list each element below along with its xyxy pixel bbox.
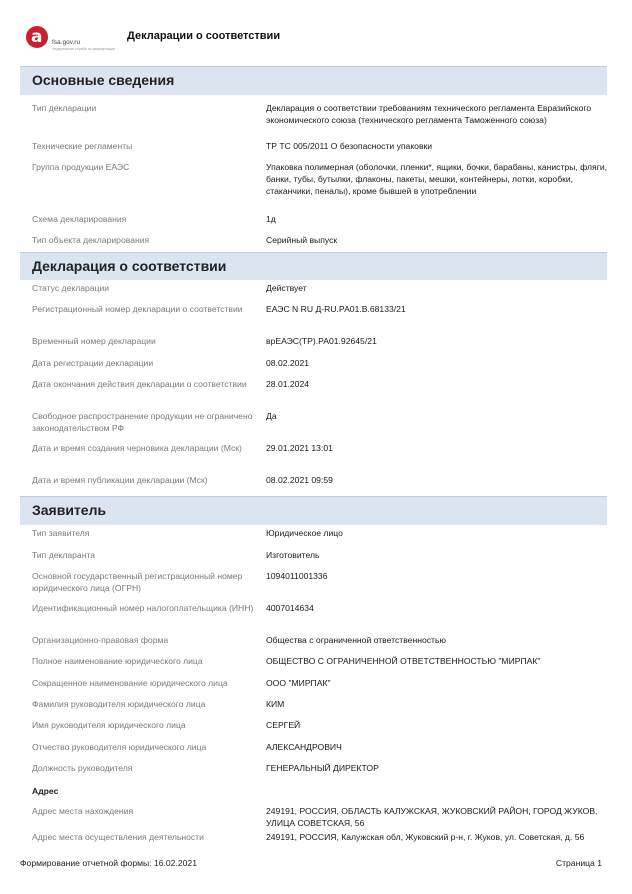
logo-domain: fsa.gov.ru	[52, 39, 81, 46]
field-value: 4007014634	[266, 603, 314, 613]
field-value: 1д	[266, 214, 276, 224]
section-header-declaration	[20, 252, 607, 280]
field-label: Тип заявителя	[32, 528, 90, 538]
field-label: Временный номер декларации	[32, 336, 156, 346]
field-label: Идентификационный номер налогоплательщика (ИНН)	[32, 603, 254, 613]
field-value: КИМ	[266, 699, 285, 709]
field-value: 29.01.2021 13:01	[266, 443, 333, 453]
field-label: Дата окончания действия декларации о соответствии	[32, 379, 247, 389]
field-value: Изготовитель	[266, 550, 320, 560]
field-label: Схема декларирования	[32, 214, 127, 224]
field-value: ГЕНЕРАЛЬНЫЙ ДИРЕКТОР	[266, 763, 379, 773]
field-label: Тип декларации	[32, 103, 97, 113]
page-header	[0, 0, 632, 66]
field-value: Да	[266, 411, 277, 421]
section-header-basic	[20, 66, 607, 95]
logo-subtitle: Федеральная служба по аккредитации	[52, 47, 115, 51]
field-label: Тип объекта декларирования	[32, 235, 150, 245]
field-label: Дата и время публикации декларации (Мск)	[32, 475, 208, 485]
section-title: Заявитель	[32, 502, 107, 518]
field-label: Организационно-правовая форма	[32, 635, 169, 645]
field-label: Основной государственный регистрационный номер юридического лица (ОГРН)	[32, 571, 243, 593]
field-label: Фамилия руководителя юридического лица	[32, 699, 206, 709]
field-value: ТР ТС 005/2011 О безопасности упаковки	[266, 141, 433, 151]
field-label: Свободное распространение продукции не ограничено законодательством РФ	[32, 411, 253, 433]
field-value: Юридическое лицо	[266, 528, 343, 538]
field-label: Дата регистрации декларации	[32, 358, 154, 368]
field-value: СЕРГЕЙ	[266, 720, 301, 730]
field-label: Адрес места нахождения	[32, 806, 134, 816]
logo-emblem-icon: a	[26, 26, 48, 48]
field-value: Общества с ограниченной ответственностью	[266, 635, 446, 645]
field-value: ОБЩЕСТВО С ОГРАНИЧЕННОЙ ОТВЕТСТВЕННОСТЬЮ "МИРПАК"	[266, 656, 541, 666]
section-header-applicant	[20, 496, 607, 525]
field-label: Тип декларанта	[32, 550, 96, 560]
field-value: 1094011001336	[266, 571, 328, 581]
field-value: ООО "МИРПАК"	[266, 678, 331, 688]
page-number: Страница 1	[555, 858, 602, 868]
field-value: 28.01.2024	[266, 379, 310, 389]
field-label: Группа продукции ЕАЭС	[32, 162, 130, 172]
field-value: Серийный выпуск	[266, 235, 338, 245]
field-label: Технические регламенты	[32, 141, 133, 151]
field-label: Имя руководителя юридического лица	[32, 720, 186, 730]
field-value: АЛЕКСАНДРОВИЧ	[266, 742, 342, 752]
field-value: 249191, РОССИЯ, ОБЛАСТЬ КАЛУЖСКАЯ, ЖУКОВСКИЙ РАЙОН, ГОРОД ЖУКОВ, УЛИЦА СОВЕТСКАЯ, 56	[266, 806, 598, 828]
field-value: 249191, РОССИЯ, Калужская обл, Жуковский р-н, г. Жуков, ул. Советская, д. 56	[266, 832, 585, 842]
field-label: Должность руководителя	[32, 763, 133, 773]
section-title: Основные сведения	[32, 72, 175, 88]
field-label: Статус декларации	[32, 283, 110, 293]
field-value: ЕАЭС N RU Д-RU.РА01.В.68133/21	[266, 304, 406, 314]
report-generated-date: Формирование отчетной формы: 16.02.2021	[20, 858, 197, 868]
field-label: Дата и время создания черновика декларации (Мск)	[32, 443, 242, 453]
field-value: 08.02.2021 09:59	[266, 475, 333, 485]
field-label: Регистрационный номер декларации о соответствии	[32, 304, 243, 314]
field-value: Декларация о соответствии требованиям технического регламента Евразийского экономического союза (технического регламента Таможенного союза)	[266, 103, 592, 125]
field-value: Действует	[266, 283, 307, 293]
address-subheading: Адрес	[32, 786, 59, 796]
field-value: Упаковка полимерная (оболочки, пленки*, ящики, бочки, барабаны, канистры, фляги, банки, тубы, бутылки, флаконы, пакеты, мешки, контейнеры, лотки, коробки, стаканчики, пеналы), кроме бывшей в употреблении	[266, 162, 608, 196]
fsa-logo	[26, 26, 118, 54]
field-label: Отчество руководителя юридического лица	[32, 742, 207, 752]
field-value: врЕАЭС(ТР).РА01.92645/21	[266, 336, 377, 346]
field-label: Полное наименование юридического лица	[32, 656, 203, 666]
field-value: 08.02.2021	[266, 358, 310, 368]
field-label: Сокращенное наименование юридического лица	[32, 678, 228, 688]
page-title: Декларации о соответствии	[127, 30, 281, 42]
section-title: Декларация о соответствии	[32, 258, 227, 274]
field-label: Адрес места осуществления деятельности	[32, 832, 204, 842]
